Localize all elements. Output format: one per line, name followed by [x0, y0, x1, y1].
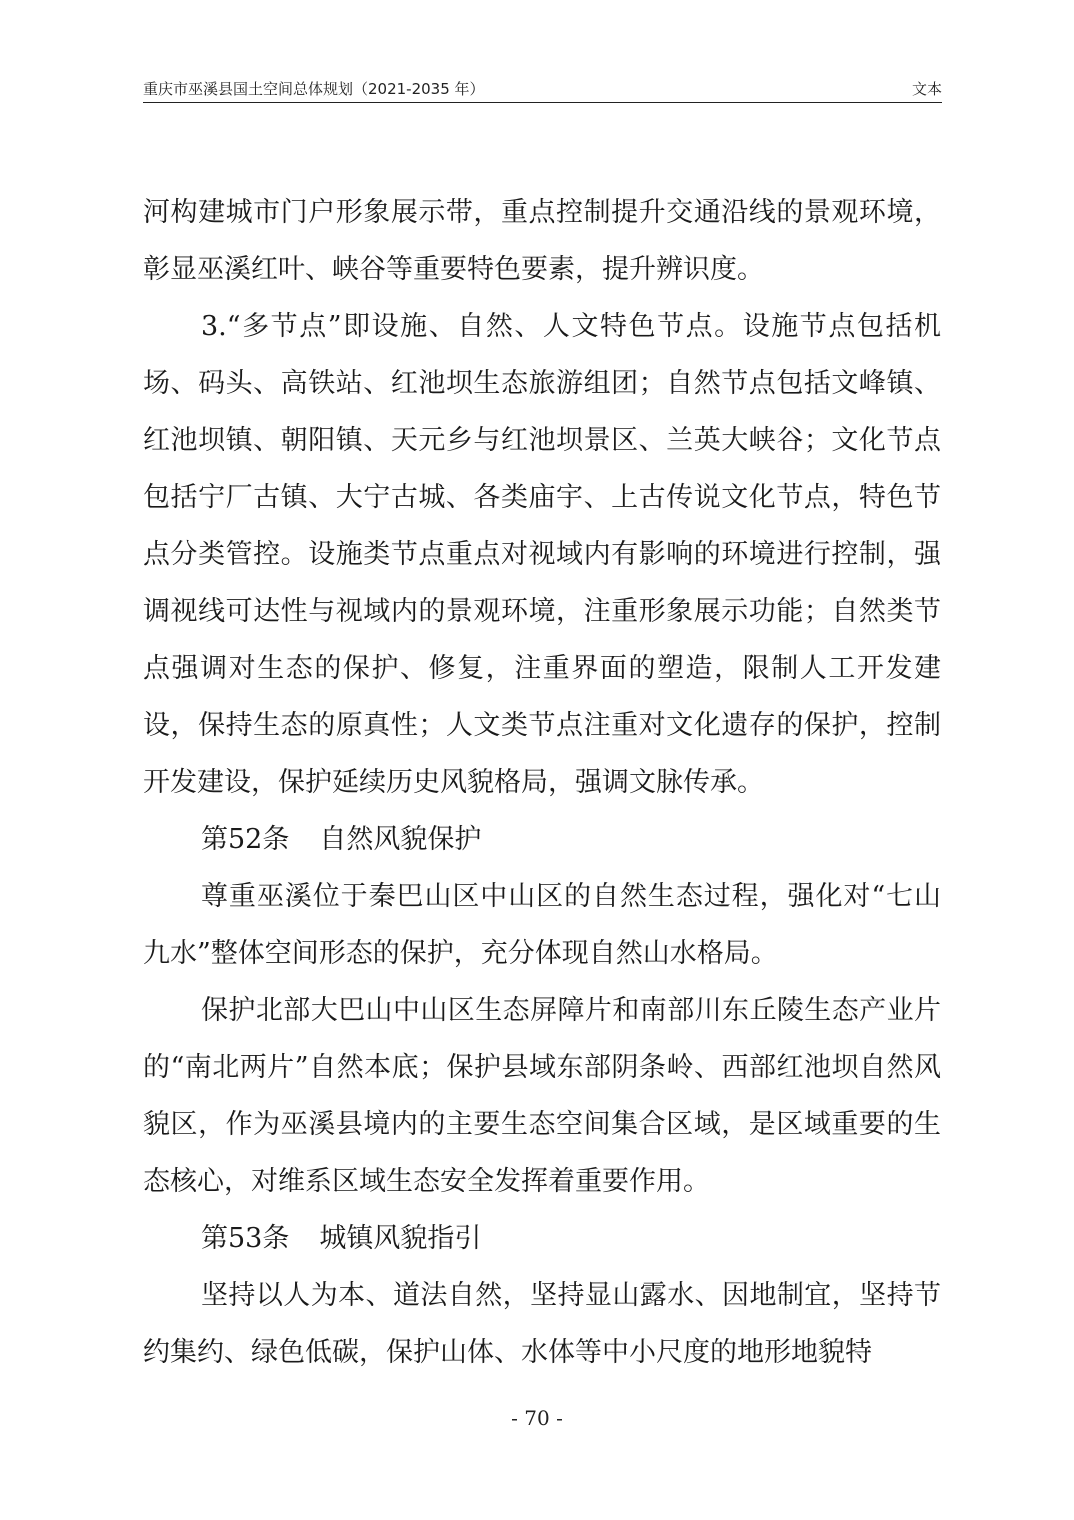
- paragraph-natural-process: 尊重巫溪位于秦巴山区中山区的自然生态过程，强化对“七山九水”整体空间形态的保护，充分体现自然山水格局。: [143, 881, 941, 969]
- header-document-title: 重庆市巫溪县国土空间总体规划（2021-2035 年）: [143, 80, 485, 98]
- article-title: 城镇风貌指引: [319, 1223, 482, 1254]
- paragraph-north-south: 保护北部大巴山中山区生态屏障片和南部川东丘陵生态产业片的“南北两片”自然本底；保护县域东部阴条岭、西部红池坝自然风貌区，作为巫溪县境内的主要生态空间集合区域，是区域重要的生态核心，对维系区域生态安全发挥着重要作用。: [143, 995, 941, 1197]
- paragraph-town-guidance: 坚持以人为本、道法自然，坚持显山露水、因地制宜，坚持节约集约、绿色低碳，保护山体、水体等中小尺度的地形地貌特: [143, 1280, 941, 1368]
- article-title: 自然风貌保护: [319, 824, 482, 855]
- page-number: - 70 -: [511, 1406, 563, 1430]
- header-section-label: 文本: [911, 80, 942, 98]
- paragraph-multi-node: 3.“多节点”即设施、自然、人文特色节点。设施节点包括机场、码头、高铁站、红池坝生态旅游组团；自然节点包括文峰镇、红池坝镇、朝阳镇、天元乡与红池坝景区、兰英大峡谷；文化节点包括宁厂古镇、大宁古城、各类庙宇、上古传说文化节点，特色节点分类管控。设施类节点重点对视域内有影响的环境进行控制，强调视线可达性与视域内的景观环境，注重形象展示功能；自然类节点强调对生态的保护、修复，注重界面的塑造，限制人工开发建设，保持生态的原真性；人文类节点注重对文化遗存的保护，控制开发建设，保护延续历史风貌格局，强调文脉传承。: [143, 311, 941, 798]
- article-heading-53: [143, 1210, 941, 1267]
- document-body: [143, 184, 941, 1381]
- page-header: [143, 76, 942, 103]
- article-heading-52: [143, 811, 941, 868]
- article-number: 第52条: [201, 824, 290, 855]
- article-number: 第53条: [201, 1223, 290, 1254]
- paragraph-continued: 河构建城市门户形象展示带，重点控制提升交通沿线的景观环境，彰显巫溪红叶、峡谷等重要特色要素，提升辨识度。: [143, 197, 941, 285]
